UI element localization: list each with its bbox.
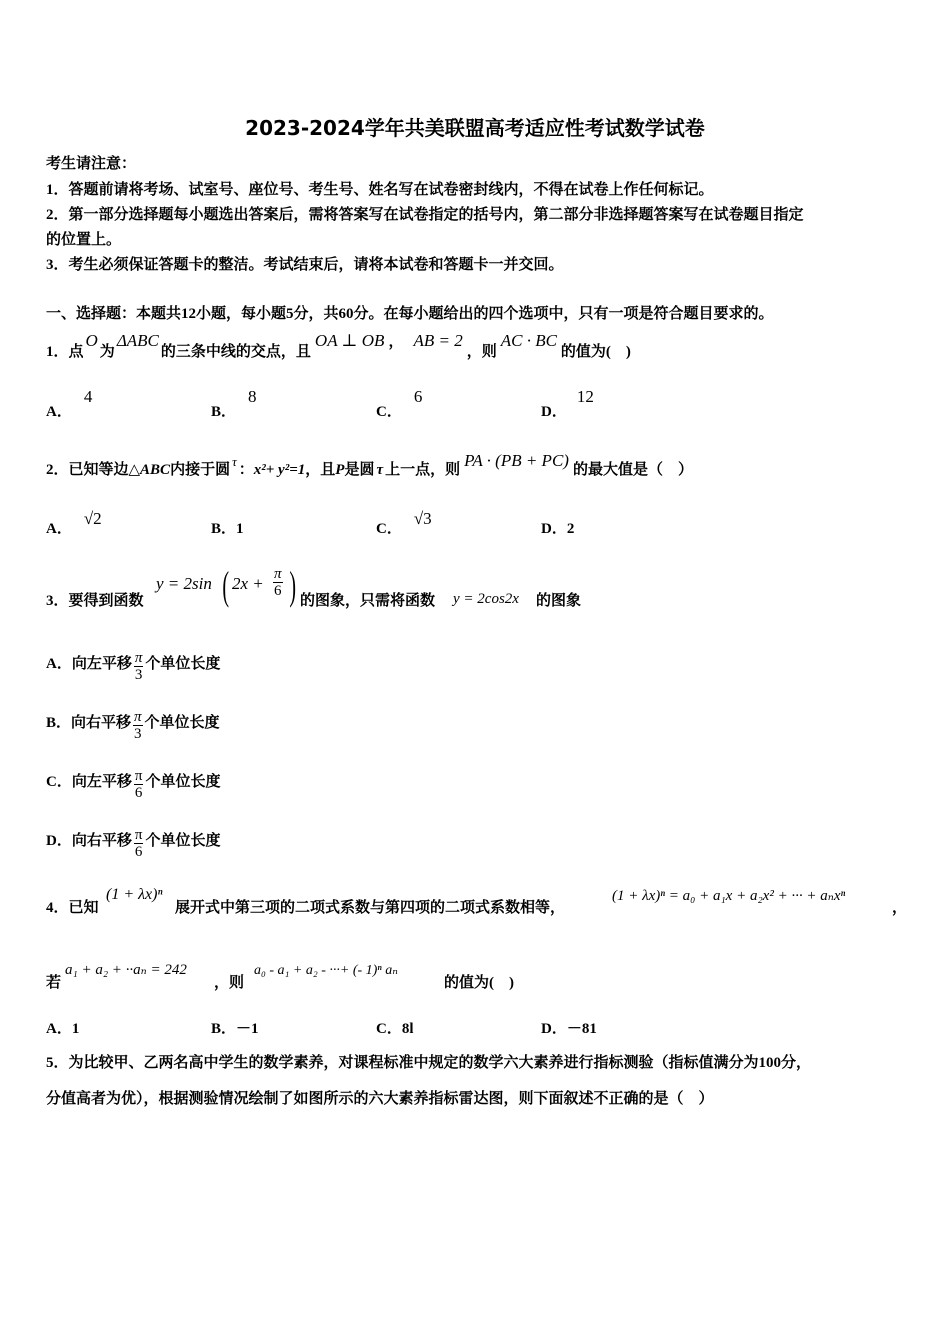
option-label: D． [541,404,567,420]
q3-option-d[interactable] [46,827,220,860]
notice-item-3: 3．考生必须保证答题卡的整洁。考试结束后，请将本试卷和答题卡一并交回。 [46,257,564,273]
question-5-line-2: 分值高者为优），根据测验情况绘制了如图所示的六大素养指标雷达图，则下面叙述不正确的是（ ） [46,1091,714,1107]
option-value: 2 [566,521,575,537]
fraction-denominator: 6 [134,844,143,860]
option-text: 向左平移 [71,655,132,672]
q2-text: 是圆 [344,462,375,478]
page-title: 2023-2024学年共美联盟高考适应性考试数学试卷 [245,116,705,140]
q4-option-b[interactable] [211,1017,259,1038]
option-value: 4 [83,387,93,406]
q1-text: 的值为( ) [560,344,631,360]
option-label: C． [376,521,402,537]
option-text: 个单位长度 [145,773,221,790]
q3-option-b[interactable] [46,709,220,742]
q4-expansion: (1 + λx)ⁿ = a₀ + a₁x + a₂x² + ··· + aₙxⁿ [612,888,846,904]
fraction-denominator: 3 [134,667,143,683]
option-fraction [134,768,144,801]
option-text: 个单位长度 [145,832,221,849]
option-text: 个单位长度 [145,655,221,672]
q3-left-paren: ( [222,563,229,608]
option-label: B． [211,1021,237,1037]
option-label: D． [46,832,72,849]
q2-text: 的最大值是（ ） [572,462,693,478]
notice-heading: 考生请注意： [46,156,137,172]
option-label: A． [46,404,72,420]
q1-option-c[interactable] [376,387,423,420]
q3-text: 的图象 [536,593,582,609]
q1-text: 为 [99,344,115,360]
q2-triangle: ABC [140,462,171,478]
q3-right-paren: ) [289,563,296,608]
option-value: 6 [413,387,423,406]
q4-option-d[interactable] [541,1017,597,1038]
q2-text: ： [238,462,254,478]
q1-perp: OA ⊥ OB [314,331,385,350]
q3-text: 3．要得到函数 [46,593,144,609]
fraction-denominator: 3 [134,726,142,742]
q2-circle-tau: τ [232,454,237,469]
q3-option-c[interactable] [46,768,220,801]
q4-alternating-sum: a₀ - a₁ + a₂ - ···+ (- 1)ⁿ aₙ [254,963,398,978]
fraction-numerator: π [134,827,143,843]
q4-text: 的值为( ) [444,975,514,991]
notice-item-2: 2．第一部分选择题每小题选出答案后，需将答案写在试卷指定的括号内，第二部分非选择题答案写在试卷题目指定 [46,207,804,223]
fraction-numerator: π [134,650,143,666]
question-4-line-1 [46,884,916,918]
q4-coefficient-sum: a₁ + a₂ + ··aₙ = 242 [65,962,187,978]
notice-item-2-cont: 的位置上。 [46,232,122,248]
q2-vector-expression: PA · (PB + PC) [464,451,569,470]
q1-text: 1．点 [46,344,84,360]
fraction-denominator: 6 [134,785,143,801]
q1-point-o: O [85,331,98,350]
q2-text: 上一点，则 [385,462,461,478]
q3-argument: 2x + [232,574,264,593]
option-label: A． [46,655,72,672]
option-value: 1 [236,521,244,537]
option-value: 8 [248,387,257,406]
option-label: D． [541,521,567,537]
q1-triangle: ΔABC [116,331,159,350]
q4-text: 展开式中第三项的二项式系数与第四项的二项式系数相等， [175,900,566,916]
q1-text: ，则 [466,344,497,360]
q1-comma: ， [388,334,404,350]
option-label: B． [211,521,237,537]
q2-option-c[interactable] [376,509,432,537]
question-1 [46,332,631,364]
q2-option-d[interactable] [541,517,574,538]
option-value: √2 [83,509,102,528]
option-fraction [134,827,144,860]
q2-option-a[interactable] [46,509,102,537]
option-label: B． [211,404,237,420]
q1-option-d[interactable] [541,387,594,420]
q2-circle-tau: τ [376,462,384,478]
option-fraction [134,650,144,683]
question-3 [46,563,582,612]
question-2 [46,451,693,478]
option-label: B． [46,714,72,731]
question-4-line-2 [46,958,646,992]
option-value: －81 [566,1021,597,1037]
q2-point-p: P [335,462,345,478]
q4-text: 4．已知 [46,900,99,916]
q1-ab: AB = 2 [413,331,463,350]
q3-text: 的图象，只需将函数 [300,593,436,609]
q4-option-a[interactable] [46,1017,79,1038]
q4-option-c[interactable] [376,1017,414,1038]
option-text: 个单位长度 [144,714,220,731]
option-label: C． [376,404,402,420]
option-value: －1 [236,1021,259,1037]
option-label: A． [46,1021,72,1037]
q2-text: 内接于圆 [170,462,231,478]
option-value: √3 [413,509,432,528]
q4-comma: ， [892,900,908,916]
q1-text: 的三条中线的交点，且 [160,344,311,360]
notice-item-1: 1．答题前请将考场、试室号、座位号、考生号、姓名写在试卷密封线内，不得在试卷上作任何标记。 [46,182,714,198]
section-heading: 一、选择题：本题共12小题，每小题5分，共60分。在每小题给出的四个选项中，只有一项是符合题目要求的。 [46,306,774,322]
q1-dot-product: AC · BC [500,331,557,350]
option-label: D． [541,1021,567,1037]
fraction-numerator: π [134,768,143,784]
q4-text: ，则 [214,975,245,991]
option-label: C． [46,773,72,790]
q2-circle-equation: x²+ y²=1 [253,462,306,478]
fraction-numerator: π [134,709,142,725]
q3-function-cos: y = 2cos2x [453,591,519,607]
option-value: 8l [401,1021,414,1037]
fraction-denominator: 6 [274,583,282,599]
fraction-numerator: π [274,566,282,582]
q3-function-sin: y = 2sin [156,574,212,593]
option-text: 向右平移 [71,714,132,731]
q2-text: 2．已知等边△ [46,462,141,478]
option-text: 向右平移 [71,832,132,849]
option-value: 12 [576,387,594,406]
q4-text: 若 [46,975,62,991]
q1-option-b[interactable] [211,387,257,420]
option-text: 向左平移 [71,773,132,790]
q3-option-a[interactable] [46,650,220,683]
option-value: 1 [71,1021,80,1037]
q1-option-a[interactable] [46,387,93,420]
option-fraction [133,709,143,742]
q3-fraction [273,566,283,599]
q4-binomial: (1 + λx)ⁿ [106,886,163,903]
option-label: C． [376,1021,402,1037]
q2-option-b[interactable] [211,517,244,538]
q2-text: ，且 [305,462,336,478]
option-label: A． [46,521,72,537]
question-5-line-1: 5．为比较甲、乙两名高中学生的数学素养，对课程标准中规定的数学六大素养进行指标测验（指标值满分为100分， [46,1055,812,1071]
